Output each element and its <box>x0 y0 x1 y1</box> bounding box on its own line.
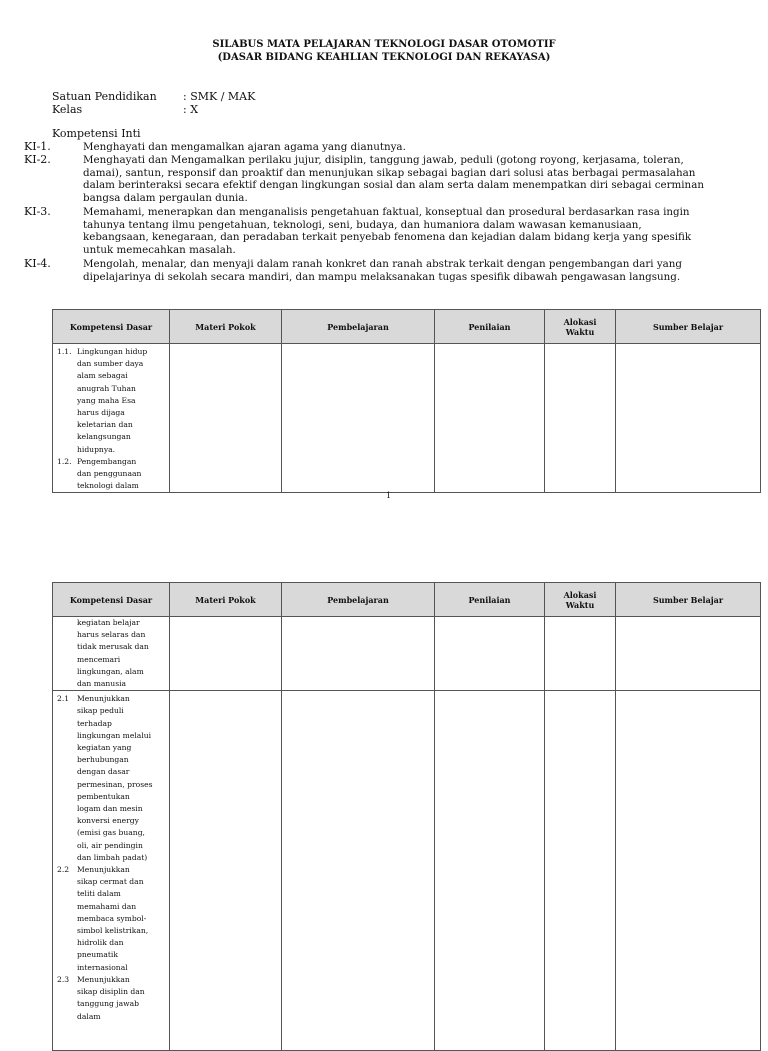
ki-2-line: damai), santun, responsif dan proaktif dan menunjukan sikap sebagai bagian dari solusi atas berbagai permasalahan <box>83 166 696 179</box>
kd-line: keletarian dan <box>77 420 133 430</box>
kd-line: harus dijaga <box>77 408 125 418</box>
kd-number: 2.3 <box>57 974 70 984</box>
table-header-row <box>53 583 761 617</box>
kd-line: terhadap <box>77 718 112 728</box>
alokasi-cell <box>545 691 616 1051</box>
kd-line: hidupnya. <box>77 444 116 454</box>
header-materi-pokok: Materi Pokok <box>170 583 282 617</box>
header-kompetensi-dasar: Kompetensi Dasar <box>53 310 170 344</box>
kelas-label: Kelas <box>52 103 83 116</box>
kd-line: logam dan mesin <box>77 804 143 814</box>
kd-line: teliti dalam <box>77 889 121 899</box>
kd-line: dan sumber daya <box>77 359 144 369</box>
penilaian-cell <box>435 617 545 691</box>
kd-text <box>77 693 166 864</box>
kd-line: berhubungan <box>77 755 129 765</box>
kd-item <box>57 974 166 1023</box>
header-pembelajaran: Pembelajaran <box>282 310 435 344</box>
ki-3-text <box>83 206 723 256</box>
kd-item <box>57 456 166 493</box>
kd-text <box>77 346 166 456</box>
header-penilaian: Penilaian <box>435 310 545 344</box>
pembelajaran-cell <box>282 617 435 691</box>
kd-line: sikap cermat dan <box>77 877 144 887</box>
pembelajaran-cell <box>282 344 435 493</box>
ki-2-line: dalam berinteraksi secara efektif dengan lingkungan sosial dan alam serta dalam menempatkan diri sebagai cerminan <box>83 179 704 192</box>
kd-number: 2.2 <box>57 865 70 875</box>
kd-line: Menunjukkan <box>77 974 130 984</box>
kd-line: hidrolik dan <box>77 938 124 948</box>
silabus-table-page2 <box>52 582 761 1051</box>
kd-item <box>57 864 166 974</box>
kd-line: Pengembangan <box>77 456 137 466</box>
header-waktu-line: Waktu <box>565 599 595 610</box>
penilaian-cell <box>435 691 545 1051</box>
header-penilaian: Penilaian <box>435 583 545 617</box>
kd-item <box>57 693 166 864</box>
kd-line: sikap peduli <box>77 706 124 716</box>
ki-2-line: bangsa dalam pergaulan dunia. <box>83 191 248 204</box>
ki-1-label: KI-1. <box>24 140 51 153</box>
ki-1-line: Menghayati dan mengamalkan ajaran agama yang dianutnya. <box>83 141 406 153</box>
page-number: 1 <box>386 491 392 500</box>
kd-line: Menunjukkan <box>77 694 130 704</box>
ki-2-text <box>83 154 723 204</box>
kd-line: Lingkungan hidup <box>77 347 148 356</box>
kd-line: Menunjukkan <box>77 865 130 875</box>
kd-line: mencemari <box>77 654 121 664</box>
kd-line: dalam <box>77 1011 101 1021</box>
sumber-cell <box>616 691 761 1051</box>
ki-3-line: kebangsaan, kenegaraan, dan peradaban terkait penyebab fenomena dan kejadian dalam bidang kerja yang spesifik <box>83 231 692 244</box>
materi-cell <box>170 344 282 493</box>
alokasi-cell <box>545 344 616 493</box>
table-row <box>53 617 761 691</box>
document-title-line1: SILABUS MATA PELAJARAN TEKNOLOGI DASAR OTOMOTIF <box>212 39 556 50</box>
kd-line: memahami dan <box>77 901 137 911</box>
ki-3-label: KI-3. <box>24 205 51 218</box>
silabus-table-page1 <box>52 309 761 493</box>
penilaian-cell <box>435 344 545 493</box>
kd-line: dan manusia <box>77 679 127 689</box>
kd-text <box>77 456 166 493</box>
ki-4-line: Mengolah, menalar, dan menyaji dalam ranah konkret dan ranah abstrak terkait dengan pengembangan dari yang <box>83 258 683 270</box>
pembelajaran-cell <box>282 691 435 1051</box>
header-sumber-belajar: Sumber Belajar <box>616 310 761 344</box>
header-sumber-belajar: Sumber Belajar <box>616 583 761 617</box>
kd-cell <box>53 617 170 691</box>
ki-3-line: tahunya tentang ilmu pengetahuan, teknologi, seni, budaya, dan humaniora dalam wawasan kemanusiaan, <box>83 218 642 231</box>
ki-4-text <box>83 258 723 283</box>
header-pembelajaran: Pembelajaran <box>282 583 435 617</box>
ki-2-label: KI-2. <box>24 153 51 166</box>
kd-line: pneumatik <box>77 950 118 960</box>
kd-text <box>77 974 166 1023</box>
kd-line: alam sebagai <box>77 371 128 381</box>
ki-4-line: dipelajarinya di sekolah secara mandiri, dan mampu melaksanakan tugas spesifik dibawah pengawasan langsung. <box>83 270 681 283</box>
kd-line: yang maha Esa <box>77 395 136 405</box>
header-alokasi-waktu <box>545 583 616 617</box>
header-alokasi-waktu <box>545 310 616 344</box>
sumber-cell <box>616 344 761 493</box>
satuan-label: Satuan Pendidikan <box>52 90 157 103</box>
kd-line: lingkungan, alam <box>77 666 144 676</box>
kd-line: kelangsungan <box>77 432 131 442</box>
kd-line: oli, air pendingin <box>77 840 143 850</box>
kd-number: 2.1 <box>57 694 70 704</box>
alokasi-cell <box>545 617 616 691</box>
header-waktu-line: Waktu <box>565 326 595 337</box>
kd-line: simbol kelistrikan, <box>77 926 149 936</box>
kd-item <box>57 346 166 456</box>
kd-line: tidak merusak dan <box>77 642 149 652</box>
kd-line: kegiatan yang <box>77 743 132 753</box>
kd-line: anugrah Tuhan <box>77 383 136 393</box>
header-alokasi-line: Alokasi <box>563 589 597 600</box>
ki-4-label: KI-4. <box>24 257 51 270</box>
kd-line: dengan dasar <box>77 767 130 777</box>
kd-line: sikap disiplin dan <box>77 987 145 997</box>
kd-line: dan limbah padat) <box>77 852 148 862</box>
ki-3-line: Memahami, menerapkan dan menganalisis pengetahuan faktual, konseptual dan prosedural berdasarkan rasa ingin <box>83 206 690 218</box>
kd-line: (emisi gas buang, <box>77 828 145 838</box>
table-row <box>53 691 761 1051</box>
header-alokasi-line: Alokasi <box>563 316 597 327</box>
kd-line: membaca symbol- <box>77 913 147 923</box>
document-title-line2: (DASAR BIDANG KEAHLIAN TEKNOLOGI DAN REKAYASA) <box>217 52 551 63</box>
ki-1-text <box>83 141 723 154</box>
kd-line: lingkungan melalui <box>77 730 152 740</box>
kd-line: kegiatan belajar <box>77 618 140 627</box>
kd-line: permesinan, proses <box>77 779 153 789</box>
kd-cell <box>53 691 170 1051</box>
kelas-value: : X <box>183 103 199 116</box>
sumber-cell <box>616 617 761 691</box>
kd-cell <box>53 344 170 493</box>
kd-line: pembentukan <box>77 791 130 801</box>
table-header-row <box>53 310 761 344</box>
kd-line: internasional <box>77 962 128 972</box>
kd-line: teknologi dalam <box>77 481 139 491</box>
kd-line: konversi energy <box>77 816 139 826</box>
satuan-value: : SMK / MAK <box>183 90 256 103</box>
materi-cell <box>170 691 282 1051</box>
kd-line: dan penggunaan <box>77 469 142 479</box>
ki-3-line: untuk memecahkan masalah. <box>83 243 236 256</box>
header-kompetensi-dasar: Kompetensi Dasar <box>53 583 170 617</box>
materi-cell <box>170 617 282 691</box>
kd-text <box>77 864 166 974</box>
kd-number: 1.2. <box>57 456 72 466</box>
kd-line: tanggung jawab <box>77 999 140 1009</box>
ki-2-line: Menghayati dan Mengamalkan perilaku jujur, disiplin, tanggung jawab, peduli (gotong royong, kerjasama, toleran, <box>83 154 684 166</box>
kd-line: harus selaras dan <box>77 630 146 640</box>
table-row <box>53 344 761 493</box>
kd-number: 1.1. <box>57 347 72 356</box>
ki-heading: Kompetensi Inti <box>52 127 141 140</box>
header-materi-pokok: Materi Pokok <box>170 310 282 344</box>
